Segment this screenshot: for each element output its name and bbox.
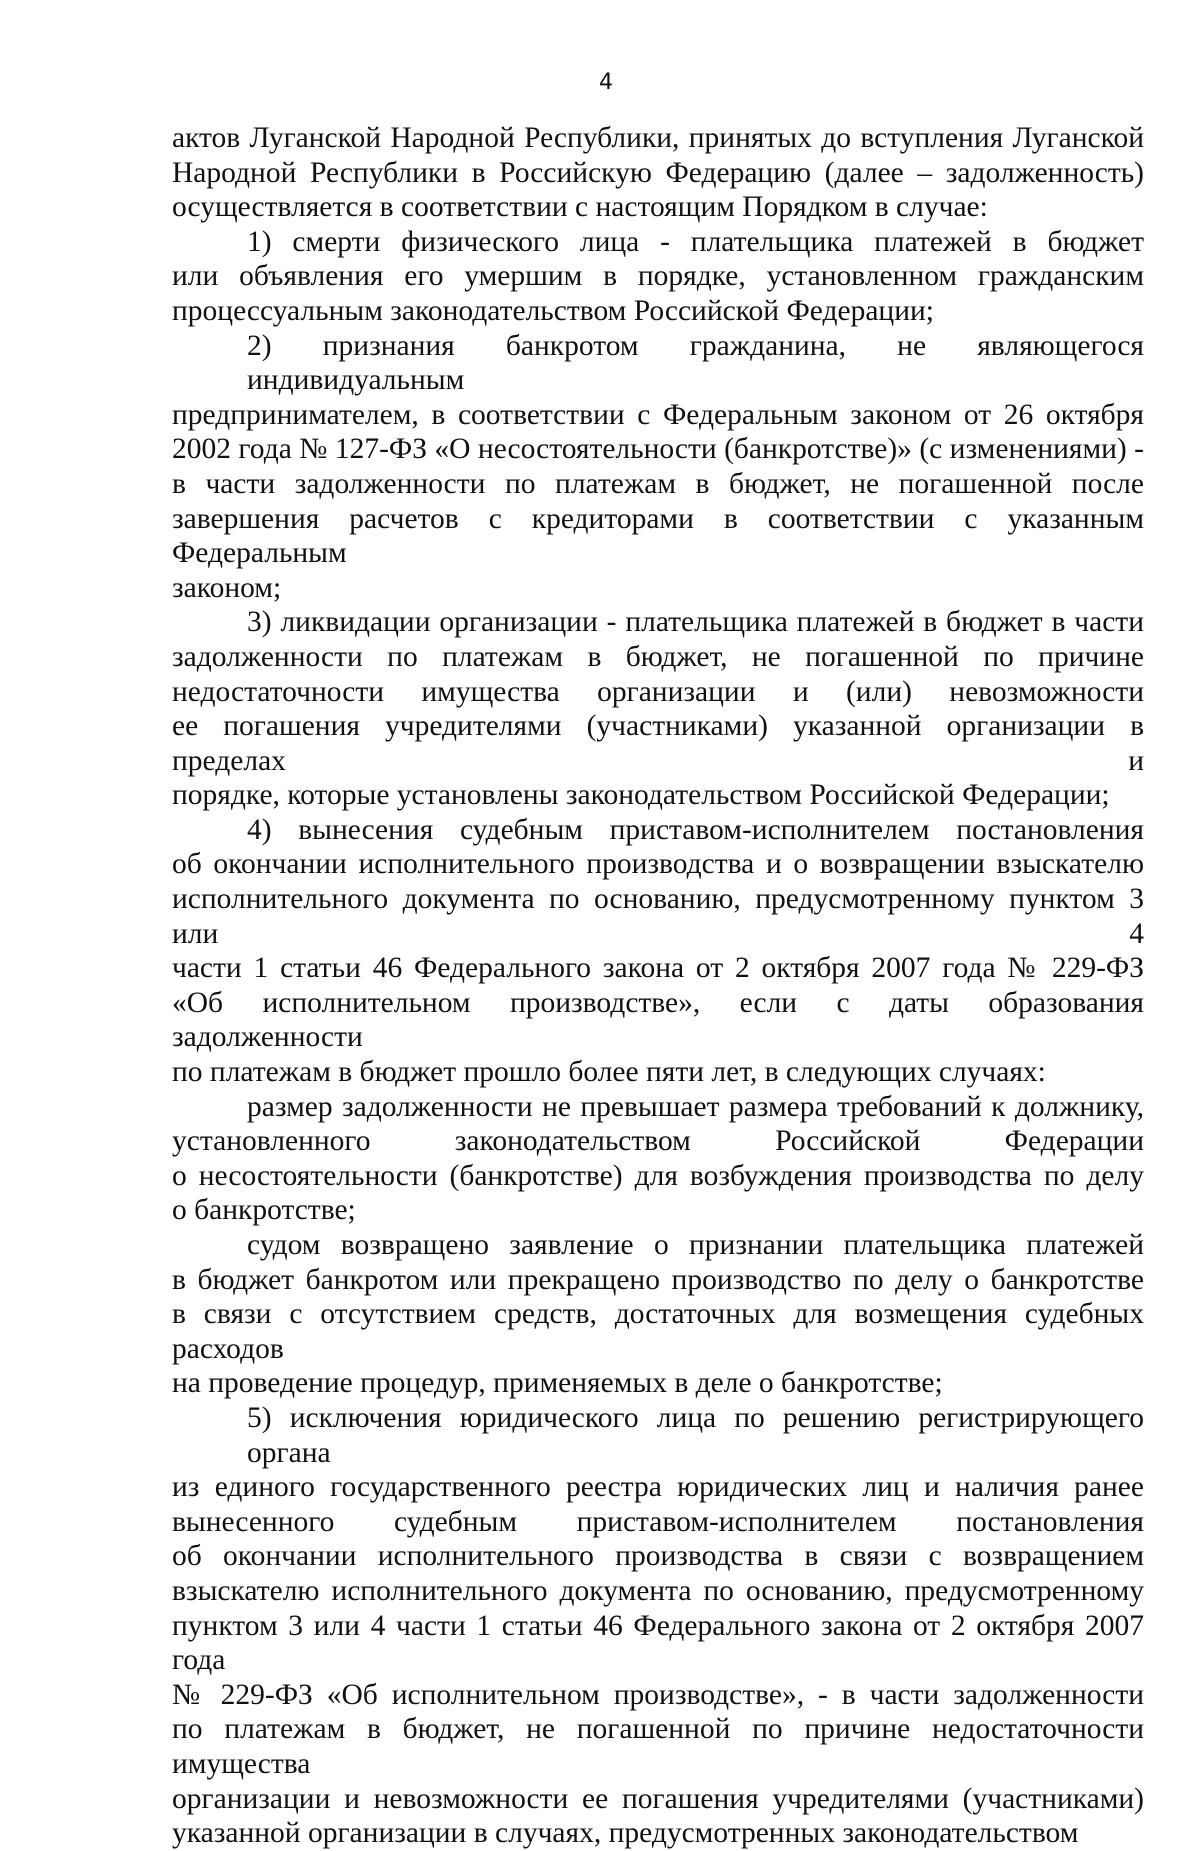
text-line: вынесенного судебным приставом-исполнителем постановления — [172, 1505, 1144, 1538]
text-line: или объявления его умершим в порядке, установленном гражданским — [172, 260, 1144, 293]
text-line: 5) исключения юридического лица по решению регистрирующего органа — [247, 1401, 1144, 1469]
text-line: пунктом 3 или 4 части 1 статьи 46 Федерального закона от 2 октября 2007 года — [172, 1609, 1144, 1677]
text-line: в связи с отсутствием средств, достаточных для возмещения судебных расходов — [172, 1298, 1144, 1365]
text-line: 2002 года № 127-ФЗ «О несостоятельности (банкротстве)» (с изменениями) - — [172, 433, 1144, 466]
text-line: осуществляется в соответствии с настоящим Порядком в случае: — [172, 191, 988, 224]
paragraph — [172, 605, 1144, 813]
page-number: 4 — [599, 70, 613, 95]
paragraph — [172, 225, 1144, 329]
paragraph — [172, 121, 1144, 225]
text-line: процессуальным законодательством Российской Федерации; — [172, 294, 934, 327]
text-line: 1) смерти физического лица - плательщика платежей в бюджет — [247, 225, 1144, 258]
text-line: об окончании исполнительного производства и о возвращении взыскателю — [172, 848, 1144, 881]
text-line: Народной Республики в Российскую Федерацию (далее – задолженность) — [172, 156, 1144, 189]
paragraph — [172, 813, 1144, 1090]
text-line: недостаточности имущества организации и (или) невозможности — [172, 675, 1144, 708]
text-line: в части задолженности по платежам в бюджет, не погашенной после — [172, 467, 1144, 500]
text-line: из единого государственного реестра юридических лиц и наличия ранее — [172, 1471, 1144, 1504]
text-line: законом; — [172, 571, 282, 604]
text-line: задолженности по платежам в бюджет, не погашенной по причине — [172, 640, 1144, 673]
text-line: судом возвращено заявление о признании плательщика платежей — [247, 1229, 1144, 1261]
paragraph — [172, 1401, 1144, 1851]
text-line: завершения расчетов с кредиторами в соответствии с указанным Федеральным — [172, 502, 1144, 570]
text-line: 2) признания банкротом гражданина, не являющегося индивидуальным — [247, 329, 1144, 397]
text-line: по платежам в бюджет прошло более пяти лет, в следующих случаях: — [172, 1056, 1046, 1089]
text-line: о банкротстве; — [172, 1194, 356, 1227]
text-line: ее погашения учредителями (участниками) указанной организации в пределах и — [172, 710, 1144, 777]
text-line: предпринимателем, в соответствии с Федеральным законом от 26 октября — [172, 398, 1144, 431]
document-body — [172, 121, 1144, 1851]
text-line: взыскателю исполнительного документа по основанию, предусмотренному — [172, 1574, 1144, 1607]
text-line: по платежам в бюджет, не погашенной по причине недостаточности имущества — [172, 1713, 1144, 1780]
text-line: 4) вынесения судебным приставом-исполнителем постановления — [247, 813, 1144, 846]
text-line: установленного законодательством Российской Федерации — [172, 1125, 1144, 1158]
text-line: указанной организации в случаях, предусмотренных законодательством — [172, 1817, 1079, 1850]
text-line: «Об исполнительном производстве», если с даты образования задолженности — [172, 986, 1144, 1054]
text-line: на проведение процедур, применяемых в деле о банкротстве; — [172, 1367, 943, 1400]
text-line: № 229-ФЗ «Об исполнительном производстве», - в части задолженности — [172, 1678, 1144, 1711]
text-line: организации и невозможности ее погашения учредителями (участниками) — [172, 1782, 1144, 1815]
text-line: размер задолженности не превышает размера требований к должнику, — [247, 1090, 1144, 1123]
text-line: порядке, которые установлены законодательством Российской Федерации; — [172, 779, 1110, 812]
text-line: в бюджет банкротом или прекращено производство по делу о банкротстве — [172, 1263, 1144, 1296]
text-line: актов Луганской Народной Республики, принятых до вступления Луганской — [172, 122, 1144, 154]
text-line: исполнительного документа по основанию, предусмотренному пунктом 3 или 4 — [172, 883, 1144, 950]
text-line: части 1 статьи 46 Федерального закона от 2 октября 2007 года № 229-ФЗ — [172, 952, 1144, 985]
text-line: об окончании исполнительного производства в связи с возвращением — [172, 1540, 1144, 1573]
paragraph — [172, 1090, 1144, 1228]
text-line: о несостоятельности (банкротстве) для возбуждения производства по делу — [172, 1159, 1144, 1192]
text-line: 3) ликвидации организации - плательщика платежей в бюджет в части — [247, 606, 1144, 639]
paragraph — [172, 1228, 1144, 1401]
paragraph — [172, 329, 1144, 606]
